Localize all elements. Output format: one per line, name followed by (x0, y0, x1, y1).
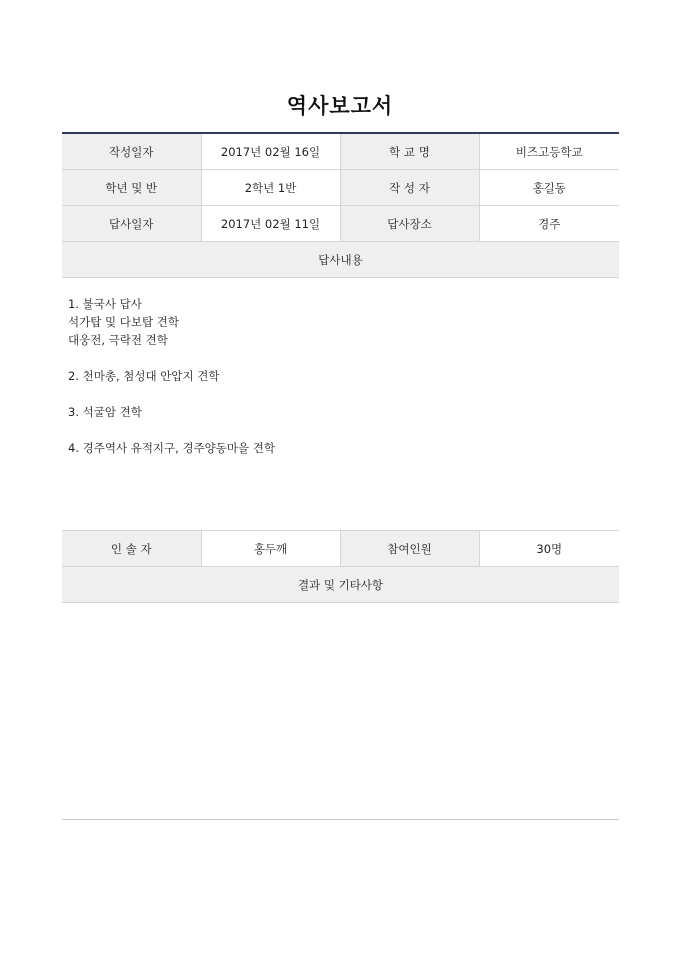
content-item-1 (68, 295, 619, 349)
result-header: 결과 및 기타사항 (62, 567, 619, 603)
content-line: 석가탑 및 다보탑 견학 (68, 315, 179, 329)
school-label: 학 교 명 (340, 133, 479, 170)
content-line: 대웅전, 극락전 견학 (68, 333, 168, 347)
table-row (62, 133, 619, 170)
participants-value: 30명 (479, 531, 619, 567)
date-value: 2017년 02월 16일 (201, 133, 340, 170)
table-row (62, 603, 619, 820)
field-trip-place-label: 답사장소 (340, 206, 479, 242)
document-title: 역사보고서 (286, 94, 394, 118)
field-trip-date-value: 2017년 02월 11일 (201, 206, 340, 242)
participants-label: 참여인원 (340, 531, 479, 567)
grade-class-label: 학년 및 반 (62, 170, 201, 206)
field-trip-place-value: 경주 (479, 206, 619, 242)
content-line: 3. 석굴암 견학 (68, 405, 142, 419)
report-table (62, 132, 619, 820)
leader-value: 홍두깨 (201, 531, 340, 567)
content-line: 1. 불국사 답사 (68, 297, 142, 311)
content-line: 4. 경주역사 유적지구, 경주양동마을 견학 (68, 441, 275, 455)
content-body (62, 278, 619, 531)
author-value: 홍길동 (479, 170, 619, 206)
table-row (62, 278, 619, 531)
content-item-3 (68, 403, 619, 421)
author-label: 작 성 자 (340, 170, 479, 206)
content-item-2 (68, 367, 619, 385)
table-row (62, 567, 619, 603)
date-label: 작성일자 (62, 133, 201, 170)
field-trip-date-label: 답사일자 (62, 206, 201, 242)
table-row (62, 206, 619, 242)
table-row (62, 170, 619, 206)
result-body (62, 603, 619, 820)
table-row (62, 242, 619, 278)
leader-label: 인 솔 자 (62, 531, 201, 567)
content-line: 2. 천마총, 첨성대 안압지 견학 (68, 369, 220, 383)
content-header: 답사내용 (62, 242, 619, 278)
content-item-4 (68, 439, 619, 457)
table-row (62, 531, 619, 567)
school-value: 비즈고등학교 (479, 133, 619, 170)
grade-class-value: 2학년 1반 (201, 170, 340, 206)
